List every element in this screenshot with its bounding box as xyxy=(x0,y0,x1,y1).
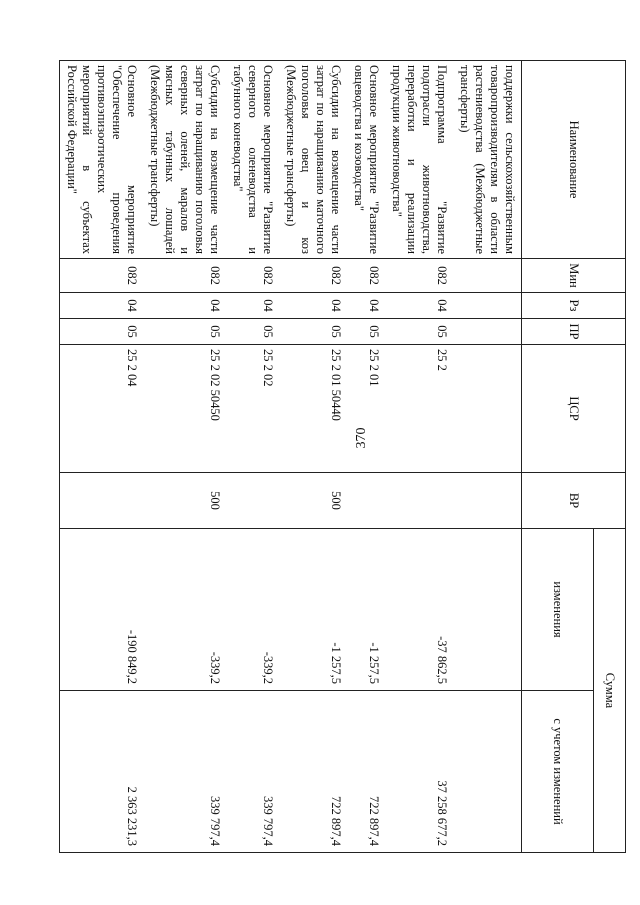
row-with-change: 722 897,4 xyxy=(347,691,385,853)
table-row xyxy=(226,61,279,853)
row-min: 082 xyxy=(226,259,279,293)
row-rz: 04 xyxy=(279,293,347,319)
row-min: 082 xyxy=(279,259,347,293)
row-change: -37 862,5 xyxy=(385,529,453,691)
row-name: Субсидии на возмещение части затрат по наращиванию поголовья северных оленей, маралов и мясных табунных лошадей (Межбюджетные трансферты) xyxy=(143,61,226,259)
row-with-change: 722 897,4 xyxy=(279,691,347,853)
header-min: Мин xyxy=(522,259,626,293)
row-with-change: 339 797,4 xyxy=(143,691,226,853)
row-change: -190 849,2 xyxy=(60,529,144,691)
row-pr: 05 xyxy=(279,319,347,345)
row-min xyxy=(453,259,522,293)
row-pr: 05 xyxy=(347,319,385,345)
row-change: -339,2 xyxy=(226,529,279,691)
row-name: Подпрограмма "Развитие подотрасли животноводства, переработки и реализации продукции животноводства" xyxy=(385,61,453,259)
table-row xyxy=(347,61,385,853)
table-header xyxy=(522,61,626,853)
header-pr: ПР xyxy=(522,319,626,345)
row-change xyxy=(453,529,522,691)
budget-table xyxy=(59,60,626,853)
row-rz: 04 xyxy=(385,293,453,319)
row-vr xyxy=(385,473,453,529)
row-pr: 05 xyxy=(60,319,144,345)
row-name: Субсидии на возмещение части затрат по наращиванию маточного поголовья овец и коз (Межбюджетные трансферты) xyxy=(279,61,347,259)
row-csr: 25 2 04 xyxy=(60,345,144,473)
row-name: Основное мероприятие "Обеспечение проведения противоэпизоотических мероприятий в субъектах Российской Федерации" xyxy=(60,61,144,259)
header-csr: ЦСР xyxy=(522,345,626,473)
header-change: изменения xyxy=(522,529,594,691)
row-vr: 500 xyxy=(279,473,347,529)
row-name: Основное мероприятие "Развитие овцеводства и козоводства" xyxy=(347,61,385,259)
table-row xyxy=(385,61,453,853)
row-csr: 25 2 01 50440 xyxy=(279,345,347,473)
row-pr: 05 xyxy=(226,319,279,345)
row-vr xyxy=(226,473,279,529)
header-name: Наименование xyxy=(522,61,626,259)
row-with-change: 37 258 677,2 xyxy=(385,691,453,853)
row-rz: 04 xyxy=(60,293,144,319)
row-csr: 25 2 02 xyxy=(226,345,279,473)
row-rz: 04 xyxy=(347,293,385,319)
header-rz: Рз xyxy=(522,293,626,319)
table-row xyxy=(143,61,226,853)
row-vr xyxy=(453,473,522,529)
row-pr: 05 xyxy=(143,319,226,345)
header-sum: Сумма xyxy=(594,529,626,853)
row-vr: 500 xyxy=(143,473,226,529)
row-csr xyxy=(453,345,522,473)
row-name: Основное мероприятие "Развитие северного оленеводства и табунного коневодства" xyxy=(226,61,279,259)
row-csr: 25 2 01 xyxy=(347,345,385,473)
row-rz xyxy=(453,293,522,319)
row-min: 082 xyxy=(347,259,385,293)
row-min: 082 xyxy=(385,259,453,293)
header-vr: ВР xyxy=(522,473,626,529)
row-csr: 25 2 02 50450 xyxy=(143,345,226,473)
row-name: поддержки сельскохозяйственным товаропроизводителям в области растениеводства (Межбюджетные трансферты) xyxy=(453,61,522,259)
table-row xyxy=(453,61,522,853)
row-change: -339,2 xyxy=(143,529,226,691)
row-csr: 25 2 xyxy=(385,345,453,473)
table-row xyxy=(60,61,144,853)
row-change: -1 257,5 xyxy=(347,529,385,691)
row-with-change: 339 797,4 xyxy=(226,691,279,853)
row-change: -1 257,5 xyxy=(279,529,347,691)
row-vr xyxy=(60,473,144,529)
row-rz: 04 xyxy=(226,293,279,319)
row-with-change xyxy=(453,691,522,853)
row-min: 082 xyxy=(60,259,144,293)
row-with-change: 2 363 231,3 xyxy=(60,691,144,853)
header-with-change: с учетом изменений xyxy=(522,691,594,853)
row-vr xyxy=(347,473,385,529)
row-pr xyxy=(453,319,522,345)
page-number: 370 xyxy=(354,427,369,449)
row-rz: 04 xyxy=(143,293,226,319)
rotated-page xyxy=(62,60,626,852)
row-pr: 05 xyxy=(385,319,453,345)
table-row xyxy=(279,61,347,853)
row-min: 082 xyxy=(143,259,226,293)
